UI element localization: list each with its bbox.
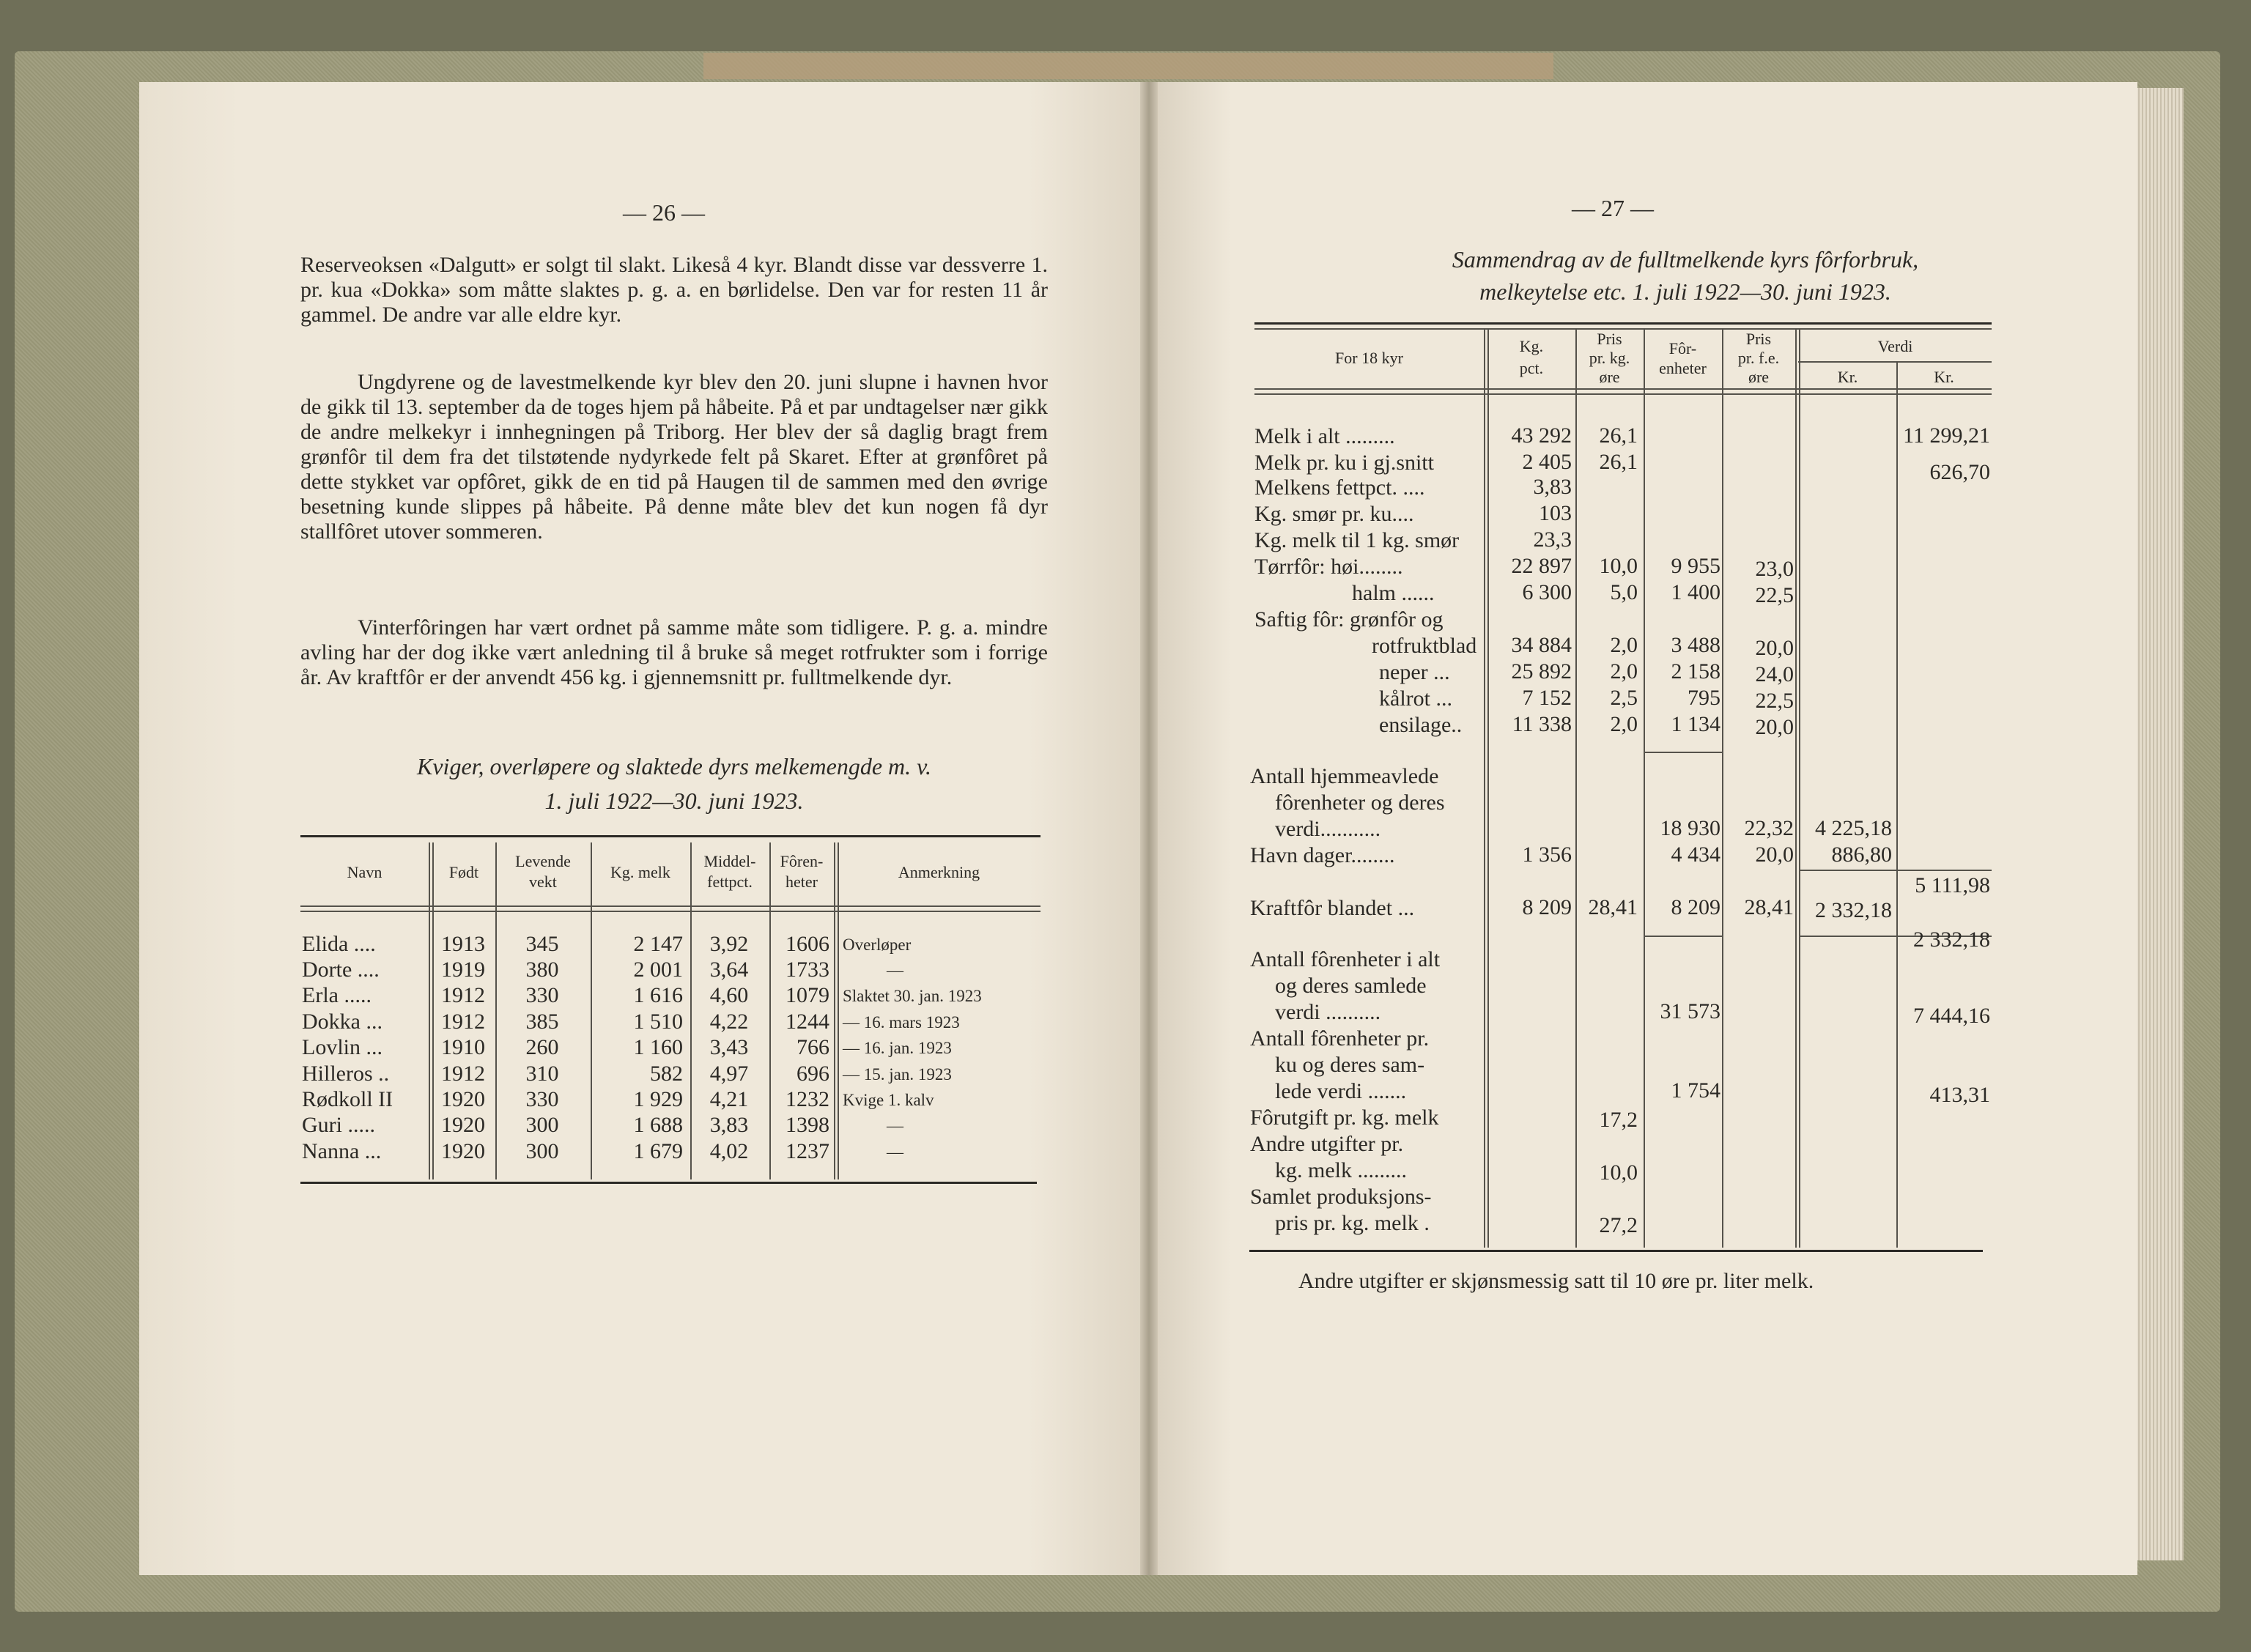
value-kalrot-kg: 7 152 (1522, 686, 1572, 710)
col-header-for18: For 18 kyr (1335, 349, 1403, 367)
table-cell-vekt: 260 (525, 1035, 559, 1059)
value-melk-ku-kg: 2 405 (1522, 450, 1572, 474)
table-cell-anm: Kvige 1. kalv (843, 1091, 934, 1109)
col-header-middel: Middel- (703, 852, 756, 870)
value-kraft-fe: 8 209 (1671, 895, 1720, 919)
table-cell-foren: 1079 (786, 983, 829, 1007)
table-cell-fett: 3,92 (709, 932, 749, 956)
table-cell-fodt: 1913 (441, 932, 485, 956)
value-neper-kg: 25 892 (1511, 659, 1572, 684)
col-header-levende: Levende (515, 852, 571, 870)
col-header-navn: Navn (347, 863, 382, 881)
table-cell-melk: 1 688 (633, 1113, 683, 1137)
row-label-melk-smor: Kg. melk til 1 kg. smør (1254, 528, 1460, 552)
row-label-ensilage: ensilage.. (1379, 713, 1463, 737)
table-cell-navn: Dorte .... (302, 958, 380, 982)
value-havn-fe: 4 434 (1671, 842, 1720, 867)
col-header-ore-fe: øre (1748, 368, 1770, 386)
value-hj-kr1: 4 225,18 (1815, 816, 1892, 840)
table-cell-fodt: 1920 (441, 1087, 485, 1111)
col-header-pct: pct. (1519, 359, 1544, 377)
table-cell-melk: 1 160 (633, 1035, 683, 1059)
table-cell-fodt: 1920 (441, 1113, 485, 1137)
value-hj-fe: 18 930 (1660, 816, 1720, 840)
value-smor-kg: 103 (1539, 501, 1572, 525)
table-cell-vekt: 300 (525, 1139, 559, 1163)
value-halm-pris: 5,0 (1610, 580, 1638, 604)
col-header-pris: Pris (1597, 330, 1622, 348)
table-cell-navn: Hilleros .. (302, 1062, 390, 1086)
value-rot-fe: 3 488 (1671, 633, 1720, 657)
row-label-kalrot: kålrot ... (1379, 686, 1452, 711)
row-label-kraftfor: Kraftfôr blandet ... (1250, 896, 1415, 920)
table-cell-navn: Elida .... (302, 932, 376, 956)
table-cell-navn: Erla ..... (302, 983, 372, 1007)
value-havn-kr1: 886,80 (1831, 842, 1892, 867)
value-neper-fe: 2 158 (1671, 659, 1720, 684)
value-hoi-fe: 9 955 (1671, 554, 1720, 578)
value-havn-prisfe: 20,0 (1755, 842, 1794, 867)
table-cell-anm: — 15. jan. 1923 (843, 1065, 952, 1084)
table-cell-anm: — 16. jan. 1923 (843, 1039, 952, 1057)
row-label-forutgift: Fôrutgift pr. kg. melk (1250, 1105, 1439, 1130)
table-cell-anm: — (887, 1143, 903, 1161)
value-kalrot-prisfe: 22,5 (1755, 689, 1794, 713)
table-cell-foren: 1733 (786, 958, 829, 982)
row-label-andre-2: kg. melk ......... (1275, 1158, 1407, 1182)
col-header-fodt: Født (448, 863, 479, 881)
table-cell-foren: 696 (796, 1062, 829, 1086)
row-label-saftig: Saftig fôr: grønfôr og (1254, 607, 1444, 631)
value-neper-pris: 2,0 (1610, 659, 1638, 684)
left-table-title-1: Kviger, overløpere og slaktede dyrs melkemengde m. v. (417, 753, 931, 779)
col-header-ore: øre (1599, 368, 1620, 386)
row-label-antall-hj-2: fôrenheter og deres (1275, 790, 1445, 815)
table-cell-foren: 1606 (786, 932, 829, 956)
table-cell-vekt: 310 (525, 1062, 559, 1086)
row-label-andre-1: Andre utgifter pr. (1250, 1132, 1404, 1156)
value-melk-ku-kr2: 626,70 (1929, 460, 1990, 484)
value-melk-ku-pris: 26,1 (1599, 450, 1638, 474)
value-kraft-kr1: 2 332,18 (1815, 898, 1892, 922)
row-label-antall-hj-3: verdi........... (1275, 817, 1381, 841)
table-cell-fett: 4,97 (709, 1062, 749, 1086)
left-table-title-2: 1. juli 1922—30. juni 1923. (544, 788, 804, 814)
table-cell-fett: 4,22 (709, 1010, 749, 1034)
value-melk-alt-pris: 26,1 (1599, 423, 1638, 448)
table-cell-vekt: 345 (525, 932, 559, 956)
value-rot-kg: 34 884 (1511, 633, 1572, 657)
table-cell-vekt: 300 (525, 1113, 559, 1137)
value-kraft-kr2: 2 332,18 (1913, 927, 1990, 952)
row-label-ant-alt-3: verdi .......... (1275, 1000, 1381, 1024)
value-kraft-pris: 28,41 (1588, 895, 1638, 919)
table-cell-fett: 3,64 (709, 958, 749, 982)
row-label-smor: Kg. smør pr. ku.... (1254, 502, 1414, 526)
value-ku-fe: 1 754 (1671, 1078, 1720, 1103)
value-ens-kg: 11 338 (1512, 712, 1572, 736)
table-cell-melk: 1 929 (633, 1087, 683, 1111)
table-cell-melk: 2 147 (633, 932, 683, 956)
col-header-heter: heter (786, 873, 818, 891)
col-header-prkg: pr. kg. (1589, 349, 1630, 367)
value-melk-alt-kg: 43 292 (1511, 423, 1572, 448)
paragraph-3: Vinterfôringen har vært ordnet på samme måte som tidligere. P. g. a. mindre avling har der dog ikke vært anledning til å bruke så meget rotfrukter som i forrige år. Av kraftfôr er der anvendt 456 kg. i gjennemsnitt pr. fulltmelkende dyr. (300, 615, 1048, 689)
row-label-fettpct: Melkens fettpct. .... (1254, 475, 1425, 500)
page-number-left: — 26 — (623, 199, 705, 226)
row-label-havn: Havn dager........ (1250, 843, 1395, 867)
value-ens-pris: 2,0 (1610, 712, 1638, 736)
col-header-kg-melk: Kg. melk (610, 863, 670, 881)
table-cell-fodt: 1912 (441, 983, 485, 1007)
table-cell-foren: 766 (796, 1035, 829, 1059)
table-cell-melk: 1 510 (633, 1010, 683, 1034)
table-cell-foren: 1244 (786, 1010, 829, 1034)
col-header-kr1: Kr. (1837, 368, 1858, 386)
footnote: Andre utgifter er skjønsmessig satt til 10 øre pr. liter melk. (1298, 1269, 1814, 1293)
table-cell-fett: 3,43 (709, 1035, 749, 1059)
table-cell-fodt: 1920 (441, 1139, 485, 1163)
value-melk-alt-kr2: 11 299,21 (1903, 423, 1990, 448)
table-cell-fett: 4,02 (709, 1139, 749, 1163)
table-cell-anm: Slaktet 30. jan. 1923 (843, 987, 982, 1005)
right-table-title-2: melkeytelse etc. 1. juli 1922—30. juni 1923. (1479, 278, 1891, 305)
row-label-ant-ku-2: ku og deres sam- (1275, 1053, 1425, 1077)
page-number-right: — 27 — (1572, 195, 1654, 221)
value-samlet-pris: 27,2 (1599, 1213, 1638, 1237)
row-label-antall-hj-1: Antall hjemmeavlede (1250, 764, 1439, 788)
table-cell-vekt: 380 (525, 958, 559, 982)
value-fett-kg: 3,83 (1533, 475, 1572, 499)
row-label-ant-ku-3: lede verdi ....... (1275, 1079, 1407, 1103)
col-header-anmerkning: Anmerkning (898, 863, 980, 881)
col-header-kr2: Kr. (1934, 368, 1954, 386)
table-cell-fodt: 1919 (441, 958, 485, 982)
value-ku-kr2: 413,31 (1929, 1083, 1990, 1107)
table-cell-fodt: 1912 (441, 1062, 485, 1086)
table-cell-fodt: 1910 (441, 1035, 485, 1059)
value-neper-prisfe: 24,0 (1755, 662, 1794, 686)
value-havn-kg: 1 356 (1522, 842, 1572, 867)
row-label-samlet-2: pris pr. kg. melk . (1275, 1211, 1430, 1235)
table-cell-anm: — (887, 961, 903, 979)
value-hoi-kg: 22 897 (1511, 554, 1572, 578)
right-table-title-1: Sammendrag av de fulltmelkende kyrs fôrforbruk, (1452, 246, 1919, 273)
table-cell-vekt: 385 (525, 1010, 559, 1034)
value-ens-fe: 1 134 (1671, 712, 1720, 736)
table-cell-melk: 1 679 (633, 1139, 683, 1163)
value-halm-kg: 6 300 (1522, 580, 1572, 604)
value-alt-kr2: 7 444,16 (1913, 1004, 1990, 1028)
value-halm-fe: 1 400 (1671, 580, 1720, 604)
table-cell-fett: 4,60 (709, 983, 749, 1007)
paragraph-2: Ungdyrene og de lavestmelkende kyr blev den 20. juni slupne i havnen hvor de gikk til 13. september da de toges hjem på håbeite. På et par undtagelser nær gikk de andre melkekyr i innhegningen på Triborg. Her blev der så daglig bragt frem grønfôr til dem fra det tilstøtende nydyrkede felt på Skaret. Efter at grønfôret på dette stykket var opfôret, gikk de en tid på Haugen til de sammen med den øvrige besetning kunde slippes på håbeite. På denne måte blev det kun nogen få dyr stallfôret utover sommeren. (300, 370, 1048, 544)
value-kalrot-fe: 795 (1688, 686, 1720, 710)
col-header-enheter: enheter (1659, 359, 1707, 377)
row-label-ant-alt-2: og deres samlede (1275, 974, 1427, 998)
table-cell-vekt: 330 (525, 983, 559, 1007)
value-kraft-prisfe: 28,41 (1744, 895, 1794, 919)
value-rot-prisfe: 20,0 (1755, 636, 1794, 660)
table-cell-navn: Nanna ... (302, 1139, 382, 1163)
value-halm-prisfe: 22,5 (1755, 583, 1794, 607)
table-cell-vekt: 330 (525, 1087, 559, 1111)
value-kalrot-pris: 2,5 (1610, 686, 1638, 710)
book-gutter (1140, 82, 1158, 1575)
table-cell-fett: 3,83 (709, 1113, 749, 1137)
table-cell-melk: 582 (650, 1062, 683, 1086)
value-ens-prisfe: 20,0 (1755, 715, 1794, 739)
value-forutgift-pris: 17,2 (1599, 1108, 1638, 1132)
table-cell-melk: 2 001 (633, 958, 683, 982)
value-kraft-kg: 8 209 (1522, 895, 1572, 919)
table-cell-navn: Rødkoll II (302, 1087, 393, 1111)
value-hj-prisfe: 22,32 (1744, 816, 1794, 840)
col-header-prfe: pr. f.e. (1737, 349, 1780, 367)
table-cell-fett: 4,21 (709, 1087, 749, 1111)
table-cell-fodt: 1912 (441, 1010, 485, 1034)
row-label-samlet-1: Samlet produksjons- (1250, 1185, 1432, 1209)
value-rot-pris: 2,0 (1610, 633, 1638, 657)
table-cell-melk: 1 616 (633, 983, 683, 1007)
table-cell-navn: Dokka ... (302, 1010, 382, 1034)
row-label-ant-alt-1: Antall fôrenheter i alt (1250, 947, 1441, 971)
col-header-for: Fôr- (1668, 339, 1697, 358)
col-header-kg: Kg. (1519, 337, 1544, 355)
table-cell-navn: Guri ..... (302, 1113, 375, 1137)
paragraph-1: Reserveoksen «Dalgutt» er solgt til slakt. Likeså 4 kyr. Blandt disse var dessverre 1. pr. kua «Dokka» som måtte slaktes p. g. a. en børlidelse. Den var for resten 11 år gammel. De andre var alle eldre kyr. (300, 253, 1048, 327)
value-hoi-pris: 10,0 (1599, 554, 1638, 578)
row-label-torrfor-hoi: Tørrfôr: høi........ (1254, 555, 1403, 579)
row-label-ant-ku-1: Antall fôrenheter pr. (1250, 1026, 1430, 1051)
table-cell-anm: — (887, 1116, 903, 1135)
col-header-fettpct: fettpct. (707, 873, 753, 891)
col-header-verdi: Verdi (1877, 337, 1913, 355)
value-hoi-prisfe: 23,0 (1755, 557, 1794, 581)
table-cell-anm: Overløper (843, 936, 912, 954)
spine-tape (703, 53, 1553, 79)
table-cell-anm: — 16. mars 1923 (843, 1013, 960, 1031)
row-label-halm: halm ...... (1352, 581, 1435, 605)
table-cell-navn: Lovlin ... (302, 1035, 382, 1059)
col-header-vekt: vekt (529, 873, 557, 891)
value-alt-fe: 31 573 (1660, 999, 1720, 1023)
page-edges (2132, 88, 2184, 1560)
table-cell-foren: 1398 (786, 1113, 829, 1137)
value-sum1-kr2: 5 111,98 (1915, 873, 1990, 897)
table-cell-foren: 1232 (786, 1087, 829, 1111)
row-label-rotfrukt: rotfruktblad (1372, 634, 1477, 658)
value-melk-smor-kg: 23,3 (1533, 527, 1572, 552)
row-label-melk-alt: Melk i alt ......... (1254, 424, 1395, 448)
col-header-foren: Fôren- (780, 852, 824, 870)
col-header-pris-fe: Pris (1745, 330, 1772, 348)
value-andre-pris: 10,0 (1599, 1160, 1638, 1185)
table-cell-foren: 1237 (786, 1139, 829, 1163)
row-label-neper: neper ... (1379, 660, 1450, 684)
row-label-melk-ku: Melk pr. ku i gj.snitt (1254, 451, 1435, 475)
